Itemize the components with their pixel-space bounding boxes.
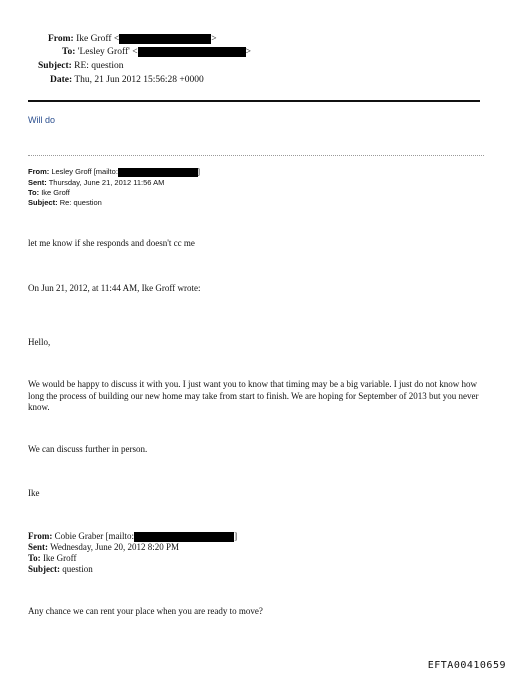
header-to-value: 'Lesley Groff' <: [77, 47, 138, 57]
quoted1-to-label: To:: [28, 188, 40, 197]
quoted1-subject-label: Subject:: [28, 198, 58, 207]
quoted2-to-value: Ike Groff: [42, 553, 77, 563]
quoted2-sent-value: Wednesday, June 20, 2012 8:20 PM: [50, 542, 180, 552]
quoted2-from-value: Cobie Graber [mailto:: [54, 531, 135, 541]
quoted2-subject-value: question: [62, 564, 93, 574]
header-from-value: Ike Groff <: [76, 34, 120, 44]
reply-text: Will do: [28, 115, 56, 125]
quoted1-subject-row: [28, 198, 102, 209]
quoted2-from-end: ]: [234, 531, 238, 541]
quoted1-sent-value: Thursday, June 21, 2012 11:56 AM: [48, 178, 165, 187]
quoted1-subject-value: Re: question: [59, 198, 102, 207]
quoted2-sent-label: Sent:: [28, 542, 48, 552]
quoted1-to-value: Ike Groff: [41, 188, 70, 197]
redaction-bar: [119, 34, 211, 44]
quoted1-from-row: [28, 167, 200, 178]
quoted2-sent-row: [28, 542, 179, 553]
header-from-label: From:: [48, 34, 74, 44]
quoted2-to-row: [28, 553, 77, 564]
body-paragraph-6: Ike: [28, 488, 40, 498]
redaction-bar: [118, 168, 198, 177]
quoted2-from-row: [28, 531, 237, 542]
body-paragraph-5: We can discuss further in person.: [28, 444, 148, 454]
quoted1-sent-label: Sent:: [28, 178, 47, 187]
quoted2-subject-label: Subject:: [28, 564, 60, 574]
redaction-bar: [134, 532, 234, 542]
header-subject-row: [38, 60, 124, 72]
quote-divider: [28, 155, 484, 156]
quoted2-to-label: To:: [28, 553, 41, 563]
header-date-value: Thu, 21 Jun 2012 15:56:28 +0000: [74, 75, 204, 85]
header-date-label: Date:: [50, 75, 73, 85]
header-subject-label: Subject:: [38, 61, 72, 71]
header-to-row: [62, 46, 251, 58]
document-id: EFTA00410659: [427, 660, 506, 671]
quoted2-from-label: From:: [28, 531, 53, 541]
header-to-end: >: [245, 47, 251, 57]
header-from-end: >: [211, 34, 217, 44]
quoted2-subject-row: [28, 564, 93, 575]
body-paragraph-2: On Jun 21, 2012, at 11:44 AM, Ike Groff wrote:: [28, 283, 201, 293]
body-paragraph-3: Hello,: [28, 337, 51, 347]
header-divider: [28, 100, 480, 102]
quoted1-sent-row: [28, 178, 164, 189]
quoted2-body: Any chance we can rent your place when you are ready to move?: [28, 606, 263, 616]
body-paragraph-1: let me know if she responds and doesn't cc me: [28, 238, 195, 248]
quoted1-from-label: From:: [28, 167, 50, 176]
header-to-label: To:: [62, 47, 76, 57]
quoted1-from-end: ]: [197, 167, 200, 176]
quoted1-to-row: [28, 188, 70, 199]
redaction-bar: [138, 47, 246, 57]
header-subject-value: RE: question: [74, 61, 124, 71]
header-from-row: [48, 33, 217, 45]
body-paragraph-4: We would be happy to discuss it with you. I just want you to know that timing may be a big variable. I just do not know how long the process of building our new home may take from start to finish. We are hoping for September of 2013 but you never know.: [28, 379, 479, 412]
quoted1-from-value: Lesley Groff [mailto:: [51, 167, 118, 176]
header-date-row: [50, 74, 204, 86]
